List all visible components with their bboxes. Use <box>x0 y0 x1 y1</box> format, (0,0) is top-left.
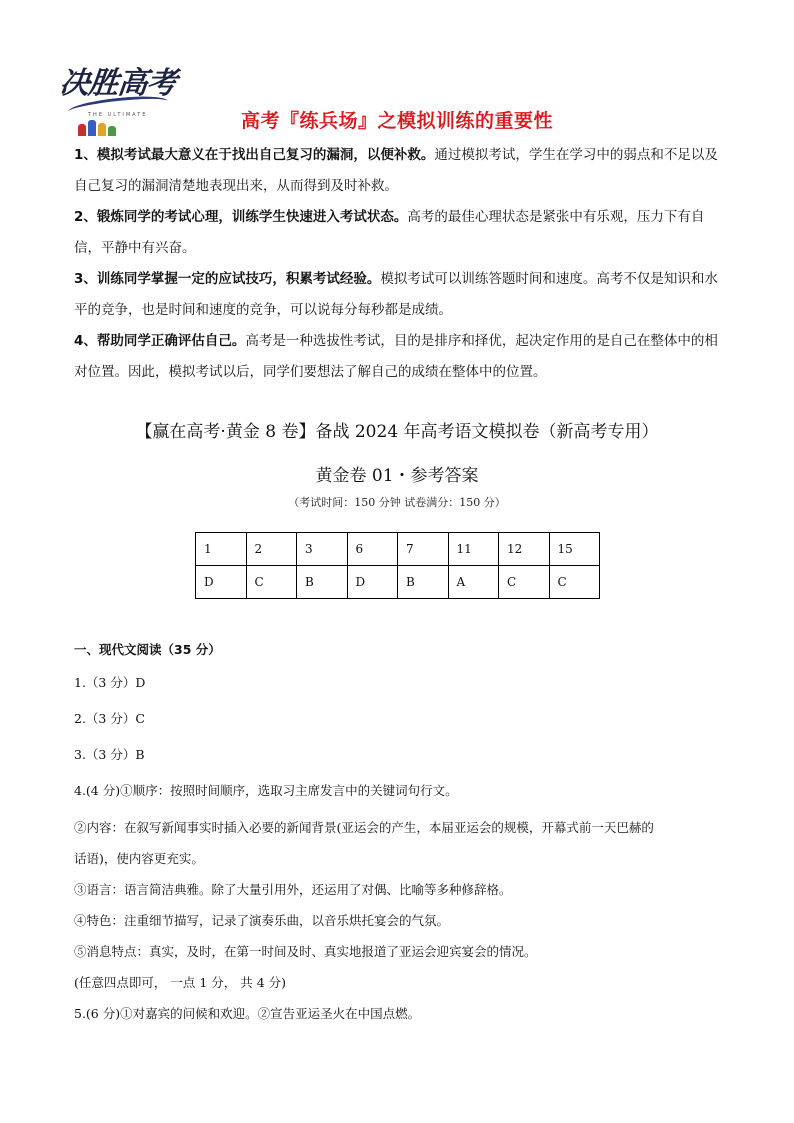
answer-line: 话语)，使内容更充实。 <box>74 851 204 866</box>
answer-table <box>195 532 600 599</box>
answer-line: 4.(4 分)①顺序：按照时间顺序，选取习主席发言中的关键词句行文。 <box>74 783 458 798</box>
question-cell: 2 <box>246 533 297 566</box>
point-1-bold: 1、模拟考试最大意义在于找出自己复习的漏洞，以便补救。 <box>74 147 435 163</box>
answer-cell: B <box>297 566 348 599</box>
answer-line: 2.（3 分）C <box>74 711 145 726</box>
answer-line: ②内容：在叙写新闻事实时插入必要的新闻背景(亚运会的产生，本届亚运会的规模，开幕式前一天巴赫的 <box>74 820 654 835</box>
answer-cell: D <box>196 566 247 599</box>
question-cell: 11 <box>448 533 499 566</box>
headline: 高考『练兵场』之模拟训练的重要性 <box>240 110 553 132</box>
point-3 <box>74 264 724 326</box>
point-2-text: 高考的最佳心理状态是紧张中有乐观，压力下有自信，平静中有兴奋。 <box>74 209 705 256</box>
answer-line: ④特色：注重细节描写，记录了演奏乐曲，以音乐烘托宴会的气氛。 <box>74 913 450 928</box>
question-cell: 7 <box>398 533 449 566</box>
exam-subtitle: 黄金卷 01・参考答案 <box>315 466 479 486</box>
question-row <box>196 533 600 566</box>
point-1-text: 通过模拟考试，学生在学习中的弱点和不足以及自己复习的漏洞清楚地表现出来，从而得到及时补救。 <box>74 147 718 194</box>
point-4-bold: 4、帮助同学正确评估自己。 <box>74 333 246 349</box>
answer-line: 1.（3 分）D <box>74 675 146 690</box>
answer-row <box>196 566 600 599</box>
logo-text: 决胜高考 <box>57 66 178 101</box>
answer-line: 5.(6 分)①对嘉宾的问候和欢迎。②宣告亚运圣火在中国点燃。 <box>74 1006 421 1021</box>
answer-line: (任意四点即可， 一点 1 分， 共 4 分) <box>74 975 287 990</box>
point-4 <box>74 326 724 388</box>
question-cell: 6 <box>347 533 398 566</box>
logo-subtext: THE ULTIMATE <box>88 112 148 118</box>
point-3-text: 模拟考试可以训练答题时间和速度。高考不仅是知识和水平的竞争，也是时间和速度的竞争，可以说每分每秒都是成绩。 <box>74 271 718 318</box>
question-cell: 1 <box>196 533 247 566</box>
answer-cell: D <box>347 566 398 599</box>
answer-line: ⑤消息特点：真实，及时，在第一时间及时、真实地报道了亚运会迎宾宴会的情况。 <box>74 944 537 959</box>
answer-cell: B <box>398 566 449 599</box>
point-2 <box>74 202 724 264</box>
answer-line: ③语言：语言简洁典雅。除了大量引用外，还运用了对偶、比喻等多种修辞格。 <box>74 882 512 897</box>
point-3-bold: 3、训练同学掌握一定的应试技巧，积累考试经验。 <box>74 271 381 287</box>
answer-cell: C <box>246 566 297 599</box>
question-cell: 12 <box>499 533 550 566</box>
question-cell: 3 <box>297 533 348 566</box>
answer-cell: C <box>549 566 600 599</box>
answer-line: 3.（3 分）B <box>74 747 145 762</box>
section-heading: 一、现代文阅读（35 分） <box>74 642 221 657</box>
point-4-text: 高考是一种选拔性考试，目的是排序和择优，起决定作用的是自己在整体中的相对位置。因此，模拟考试以后，同学们要想法了解自己的成绩在整体中的位置。 <box>74 333 718 380</box>
answer-cell: C <box>499 566 550 599</box>
point-2-bold: 2、锻炼同学的考试心理，训练学生快速进入考试状态。 <box>74 209 408 225</box>
exam-note: （考试时间：150 分钟 试卷满分：150 分） <box>288 496 506 509</box>
point-1 <box>74 140 724 202</box>
answer-cell: A <box>448 566 499 599</box>
question-cell: 15 <box>549 533 600 566</box>
exam-title: 【赢在高考·黄金 8 卷】备战 2024 年高考语文模拟卷（新高考专用） <box>135 422 659 442</box>
